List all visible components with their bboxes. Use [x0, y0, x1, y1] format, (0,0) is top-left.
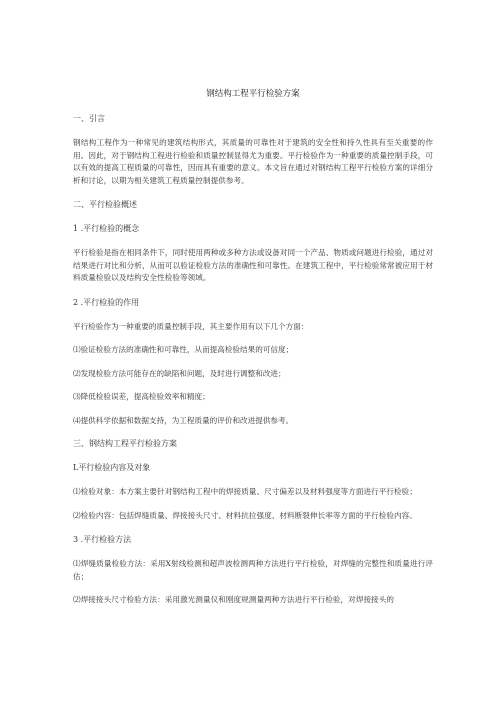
- section-heading-overview: 二、平行检验概述: [73, 200, 137, 209]
- subsection-heading-concept: 1 .平行检验的概念: [73, 224, 140, 233]
- subsection-heading-methods: 3 .平行检验方法: [73, 535, 132, 544]
- paragraph-introduction: 钢结构工程作为一种常见的建筑结构形式，其质量的可靠性对于建筑的安全性和持久性具有至关重要的作用。因此，对于钢结构工程进行检验和质量控制显得尤为重要。平行检验作为一种重要的质量控制手段，可以有效的提高工程质量的可靠性，因而具有重要的意义。本文旨在通过对钢结构工程平行检验方案的详细分析和讨论，以期为相关建筑工程质量控制提供参考。: [73, 138, 433, 185]
- list-item: ⑴检验对象：本方案主要针对钢结构工程中的焊接质量、尺寸偏差以及材料强度等方面进行平行检验；: [73, 487, 417, 496]
- subsection-heading-purpose: 2 .平行检验的作用: [73, 297, 140, 307]
- paragraph-concept: 平行检验是指在相同条件下，同时使用两种或多种方法或设备对同一个产品、物质或问题进行检验，通过对结果进行对比和分析，从而可以验证检验方法的准确性和可靠性。在建筑工程中，平行检验常常被应用于材料质量检验以及结构安全性检验等领域。: [73, 248, 433, 282]
- list-item: ⑴焊缝质量检验方法：采用X射线检测和超声波检测两种方法进行平行检验，对焊缝的完整性和质量进行评估；: [73, 559, 433, 581]
- list-item: ⑵发现检验方法可能存在的缺陷和问题，及时进行调整和改进；: [73, 368, 286, 378]
- section-heading-introduction: 一、引言: [73, 114, 105, 123]
- section-heading-plan: 三、钢结构工程平行检验方案: [73, 439, 177, 448]
- list-item: ⑶降低检验误差，提高检验效率和精度；: [73, 392, 210, 401]
- list-item: ⑵焊接接头尺寸检验方法：采用激光测量仪和刚度规测量两种方法进行平行检验，对焊接接头的: [73, 595, 395, 604]
- document-body: [73, 88, 433, 619]
- list-item: ⑵检验内容：包括焊缝质量、焊接接头尺寸、材料抗拉强度、材料断裂伸长率等方面的平行检验内容。: [73, 510, 417, 520]
- subsection-heading-content: L平行检验内容及对象: [73, 463, 151, 472]
- list-item: ⑷提供科学依据和数据支持，为工程质量的评价和改进提供参考。: [73, 415, 294, 425]
- document-title: 钢结构工程平行检验方案: [206, 89, 300, 99]
- paragraph-purpose-intro: 平行检验作为一种重要的质量控制手段，其主要作用有以下几个方面：: [73, 321, 309, 331]
- list-item: ⑴验证检验方法的准确性和可靠性，从而提高检验结果的可信度；: [73, 345, 294, 354]
